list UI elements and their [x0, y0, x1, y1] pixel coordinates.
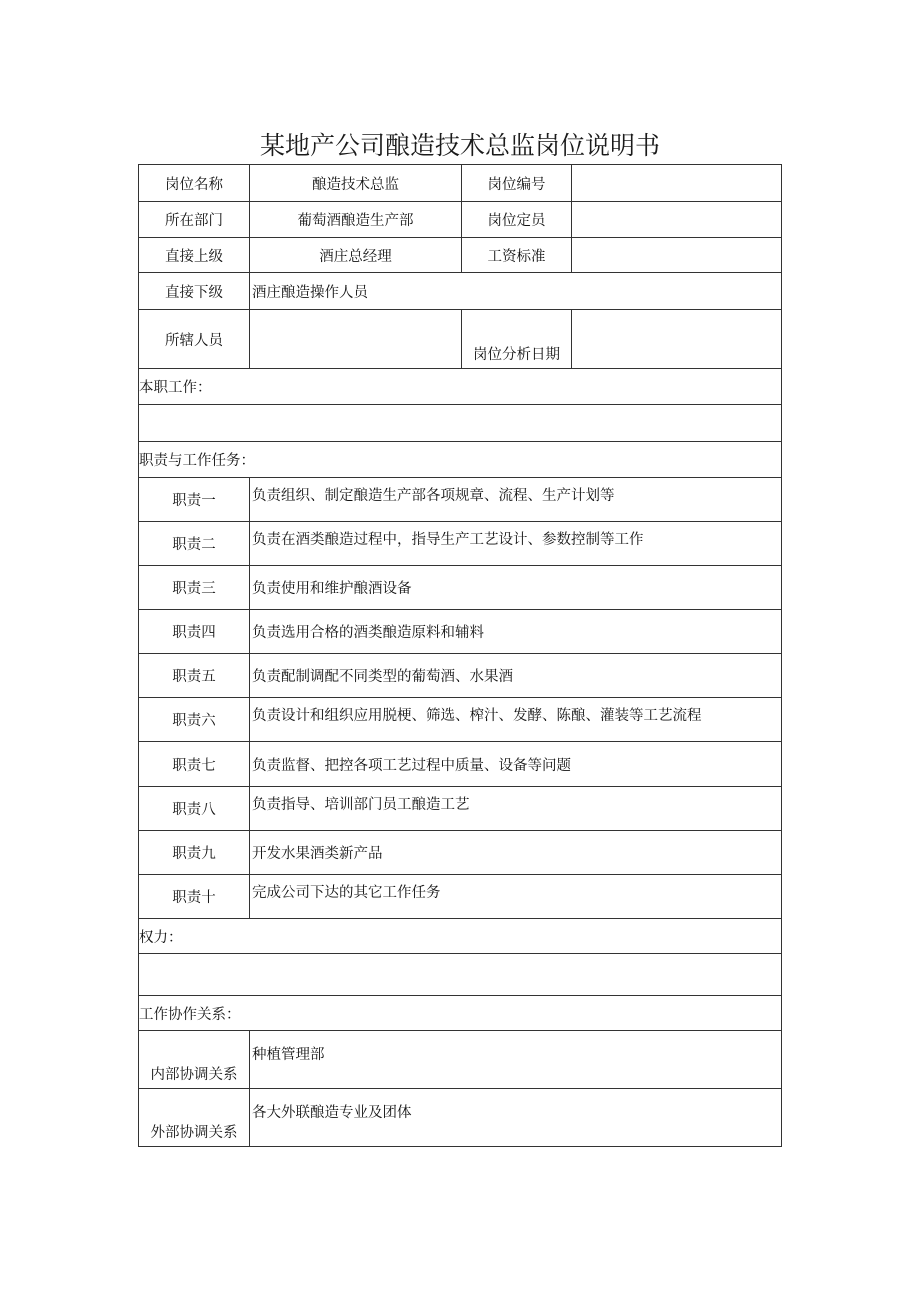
- duty-label: 职责三: [139, 566, 250, 610]
- duties-heading: 职责与工作任务：: [139, 442, 782, 478]
- duty-text: 负责指导、培训部门员工酿造工艺: [250, 787, 782, 831]
- department-value: 葡萄酒酿造生产部: [250, 202, 462, 238]
- duty-label: 职责八: [139, 787, 250, 831]
- managed-label: 所辖人员: [139, 310, 250, 369]
- row-managed: [139, 310, 782, 369]
- duty-label: 职责四: [139, 610, 250, 654]
- superior-value: 酒庄总经理: [250, 238, 462, 273]
- duty-label: 职责十: [139, 875, 250, 919]
- row-authority-header: [139, 919, 782, 954]
- duty-text: 负责选用合格的酒类酿造原料和辅料: [250, 610, 782, 654]
- row-internal: [139, 1031, 782, 1089]
- duty-row: [139, 522, 782, 566]
- position-name-label: 岗位名称: [139, 165, 250, 202]
- position-name-value: 酿造技术总监: [250, 165, 462, 202]
- row-position-name: [139, 165, 782, 202]
- department-label: 所在部门: [139, 202, 250, 238]
- row-authority: [139, 954, 782, 996]
- duty-row: [139, 742, 782, 787]
- salary-value: [572, 238, 782, 273]
- salary-label: 工资标准: [462, 238, 572, 273]
- relations-heading: 工作协作关系：: [139, 996, 782, 1031]
- duty-row: [139, 654, 782, 698]
- analysis-date-label: 岗位分析日期: [462, 310, 572, 369]
- superior-label: 直接上级: [139, 238, 250, 273]
- headcount-label: 岗位定员: [462, 202, 572, 238]
- document-title: 某地产公司酿造技术总监岗位说明书: [259, 131, 660, 160]
- headcount-value: [572, 202, 782, 238]
- duty-label: 职责九: [139, 831, 250, 875]
- job-description-table: [138, 164, 782, 1147]
- authority-heading: 权力：: [139, 919, 782, 954]
- duty-text: 负责使用和维护酿酒设备: [250, 566, 782, 610]
- duty-row: [139, 478, 782, 522]
- duty-label: 职责五: [139, 654, 250, 698]
- duty-label: 职责六: [139, 698, 250, 742]
- internal-label: 内部协调关系: [139, 1031, 250, 1089]
- duty-row: [139, 831, 782, 875]
- duty-row: [139, 875, 782, 919]
- row-job-summary-header: [139, 369, 782, 405]
- external-label: 外部协调关系: [139, 1089, 250, 1147]
- duty-row: [139, 787, 782, 831]
- duty-row: [139, 566, 782, 610]
- row-job-summary: [139, 405, 782, 442]
- row-department: [139, 202, 782, 238]
- duty-text: 负责在酒类酿造过程中，指导生产工艺设计、参数控制等工作: [250, 522, 782, 566]
- row-external: [139, 1089, 782, 1147]
- subordinate-value: 酒庄酿造操作人员: [250, 273, 782, 310]
- subordinate-label: 直接下级: [139, 273, 250, 310]
- job-summary-value: [139, 405, 782, 442]
- duty-text: 负责设计和组织应用脱梗、筛选、榨汁、发酵、陈酿、灌装等工艺流程: [250, 698, 782, 742]
- duty-label: 职责一: [139, 478, 250, 522]
- duty-text: 开发水果酒类新产品: [250, 831, 782, 875]
- row-superior: [139, 238, 782, 273]
- duty-text: 负责配制调配不同类型的葡萄酒、水果酒: [250, 654, 782, 698]
- duty-label: 职责七: [139, 742, 250, 787]
- row-subordinate: [139, 273, 782, 310]
- position-code-value: [572, 165, 782, 202]
- authority-value: [139, 954, 782, 996]
- duty-row: [139, 698, 782, 742]
- external-value: 各大外联酿造专业及团体: [250, 1089, 782, 1147]
- duty-label: 职责二: [139, 522, 250, 566]
- row-duties-header: [139, 442, 782, 478]
- duty-text: 完成公司下达的其它工作任务: [250, 875, 782, 919]
- duty-text: 负责组织、制定酿造生产部各项规章、流程、生产计划等: [250, 478, 782, 522]
- job-summary-heading: 本职工作：: [139, 369, 782, 405]
- row-relations-header: [139, 996, 782, 1031]
- position-code-label: 岗位编号: [462, 165, 572, 202]
- managed-value: [250, 310, 462, 369]
- duty-text: 负责监督、把控各项工艺过程中质量、设备等问题: [250, 742, 782, 787]
- duty-row: [139, 610, 782, 654]
- internal-value: 种植管理部: [250, 1031, 782, 1089]
- analysis-date-value: [572, 310, 782, 369]
